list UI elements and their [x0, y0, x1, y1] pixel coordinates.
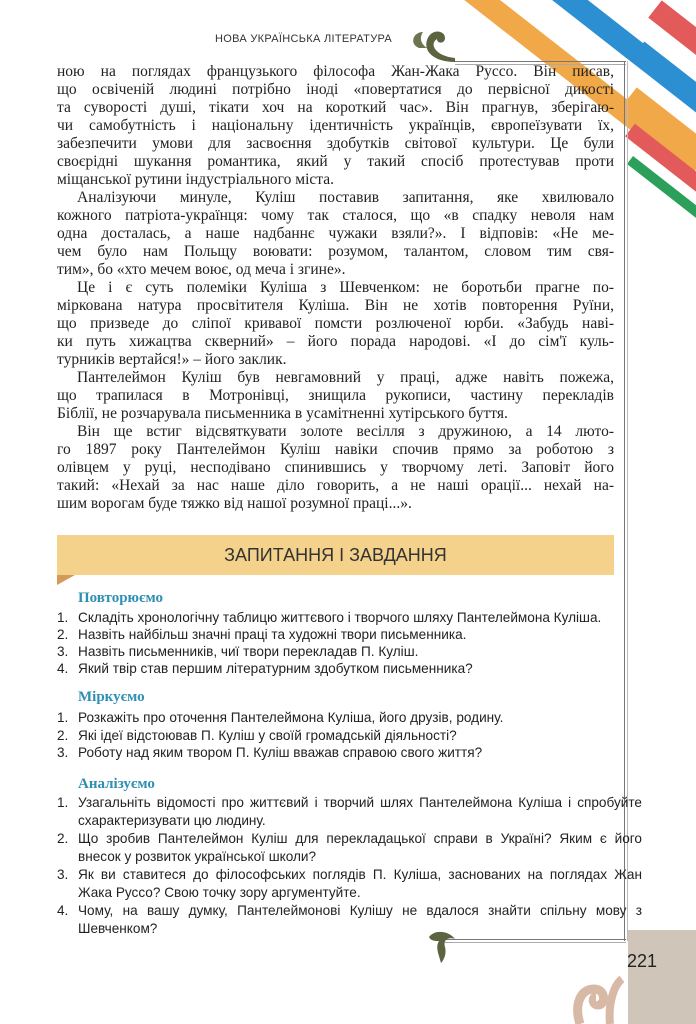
question-text: Роботу над яким твором П. Куліш вважав справою свого життя? [78, 745, 483, 760]
body-text [57, 63, 614, 513]
question-item [57, 744, 642, 762]
decor-swirl-icon [570, 955, 630, 1024]
body-line: міщанської рутини індустріального міста. [57, 171, 334, 188]
body-line: що трапилася в Мотронівці, знищила рукописи, частину перекладів [57, 387, 614, 404]
body-line: та суворості душі, тікати хоч на короткий час». Він прагнув, зберігаю- [57, 99, 614, 116]
frame-bottom [445, 939, 626, 943]
body-line: Біблії, не розчарувала письменника в усамітненні хутірського буття. [57, 405, 508, 422]
section-heading: Повторюємо [78, 590, 163, 606]
question-text: Як ви ставитеся до філософських поглядів П. Куліша, заснованих на поглядах Жан Жака Руссо? Свою точку зору аргументуйте. [78, 867, 642, 900]
body-line: го 1897 року Пантелеймон Куліш навіки спочив прямо за роботою з [57, 441, 614, 458]
body-line: Це і є суть полеміки Куліша з Шевченком: не боротьби прагне по- [77, 279, 614, 296]
banner-fold [57, 575, 75, 585]
question-text: Що зробив Пантелеймон Куліш для перекладацької справи в Україні? Яким є його внесок у розвиток української школи? [78, 831, 642, 864]
question-item [57, 660, 642, 678]
question-text: Узагальніть відомості про життєвий і творчий шлях Пантелеймона Куліша і спробуйте схарактеризувати цю людину. [78, 795, 642, 828]
body-line: ною на поглядах французького філософа Жан-Жака Руссо. Він писав, [57, 63, 614, 80]
question-item [57, 727, 642, 745]
question-item [57, 709, 642, 727]
question-number: 2. [57, 627, 69, 642]
body-line: Він ще встиг відсвяткувати золоте весілля з дружиною, а 14 люто- [77, 423, 614, 440]
ornament-top-icon [405, 22, 465, 66]
question-item [57, 830, 642, 866]
question-item [57, 626, 642, 644]
body-line: чем було нам Польщу воювати: розумом, талантом, словом тим свя- [57, 243, 614, 260]
question-number: 3. [57, 867, 69, 882]
body-line: що призведе до сліпої кривавої помсти розлюченої юрби. «Забудь наві- [57, 315, 614, 332]
body-line: ки путь хижацтва скверний» – його порада народові. «І до сім'ї куль- [57, 333, 614, 350]
questions-banner: ЗАПИТАННЯ І ЗАВДАННЯ [57, 535, 614, 575]
question-text: Який твір став першим літературним здобутком письменника? [78, 661, 473, 676]
question-number: 3. [57, 644, 69, 659]
question-number: 4. [57, 661, 69, 676]
question-number: 2. [57, 728, 69, 743]
question-item [57, 643, 642, 661]
body-line: такий: «Нехай за нас наше діло говорить, а не наші орації... нехай на- [57, 477, 614, 494]
question-text: Чому, на вашу думку, Пантелеймонові Кулішу не вдалося знайти спільну мову з Шевченком? [78, 903, 642, 936]
question-item [57, 609, 642, 627]
question-text: Назвіть письменників, чиї твори перекладав П. Куліш. [78, 644, 419, 659]
body-line: шим ворогам буде тяжко від нашої розумної праці...». [57, 495, 412, 512]
question-number: 1. [57, 795, 69, 810]
question-number: 1. [57, 710, 69, 725]
question-text: Складіть хронологічну таблицю життєвого і творчого шляху Пантелеймона Куліша. [78, 610, 602, 625]
question-number: 1. [57, 610, 69, 625]
stripe-green [627, 156, 696, 361]
question-text: Розкажіть про оточення Пантелеймона Куліша, його друзів, родину. [78, 710, 504, 725]
body-line: одна досталась, а наше надбаннє чужаки взяли?». І відповів: «Не ме- [57, 225, 614, 242]
body-line: забезпечити умови для засвоєння здобутків світової культури. Це були [57, 135, 614, 152]
question-number: 2. [57, 831, 69, 846]
body-line: кожного патріота-українця: чому так сталося, що «в спадку неволя нам [57, 207, 614, 224]
page-corner-block [628, 930, 696, 1024]
body-line: тим», бо «хто мечем воює, од меча і згине». [57, 261, 346, 278]
question-item [57, 902, 642, 938]
question-number: 3. [57, 745, 69, 760]
body-line: Аналізуючи минуле, Куліш поставив запитання, яке хвилювало [77, 189, 614, 206]
question-item [57, 866, 642, 902]
question-text: Назвіть найбільш значні праці та художні твори письменника. [78, 627, 467, 642]
section-heading: Міркуємо [78, 689, 145, 705]
question-item [57, 794, 642, 830]
body-line: турників вертайся!» – його заклик. [57, 351, 287, 368]
section-heading: Аналізуємо [78, 776, 155, 792]
body-line: чи самобутність і національну ідентичність українців, європеїзувати їх, [57, 117, 614, 134]
running-header: НОВА УКРАЇНСЬКА ЛІТЕРАТУРА [215, 33, 393, 45]
body-line: олівцем у руці, несподівано спинившись у творчому леті. Заповіт його [57, 459, 614, 476]
body-line: своєрідні шукання романтика, який у такий спосіб протестував проти [57, 153, 614, 170]
body-line: Пантелеймон Куліш був невгамовний у праці, адже навіть пожежа, [77, 369, 614, 386]
body-line: міркована натура просвітителя Куліша. Він не хотів повторення Руїни, [57, 297, 614, 314]
body-line: що освіченій людині потрібно іноді «повертатися до первісної дикості [57, 81, 614, 98]
question-text: Які ідеї відстоював П. Куліш у своїй громадській діяльності? [78, 728, 457, 743]
question-number: 4. [57, 903, 69, 918]
page-number: 221 [627, 951, 658, 971]
